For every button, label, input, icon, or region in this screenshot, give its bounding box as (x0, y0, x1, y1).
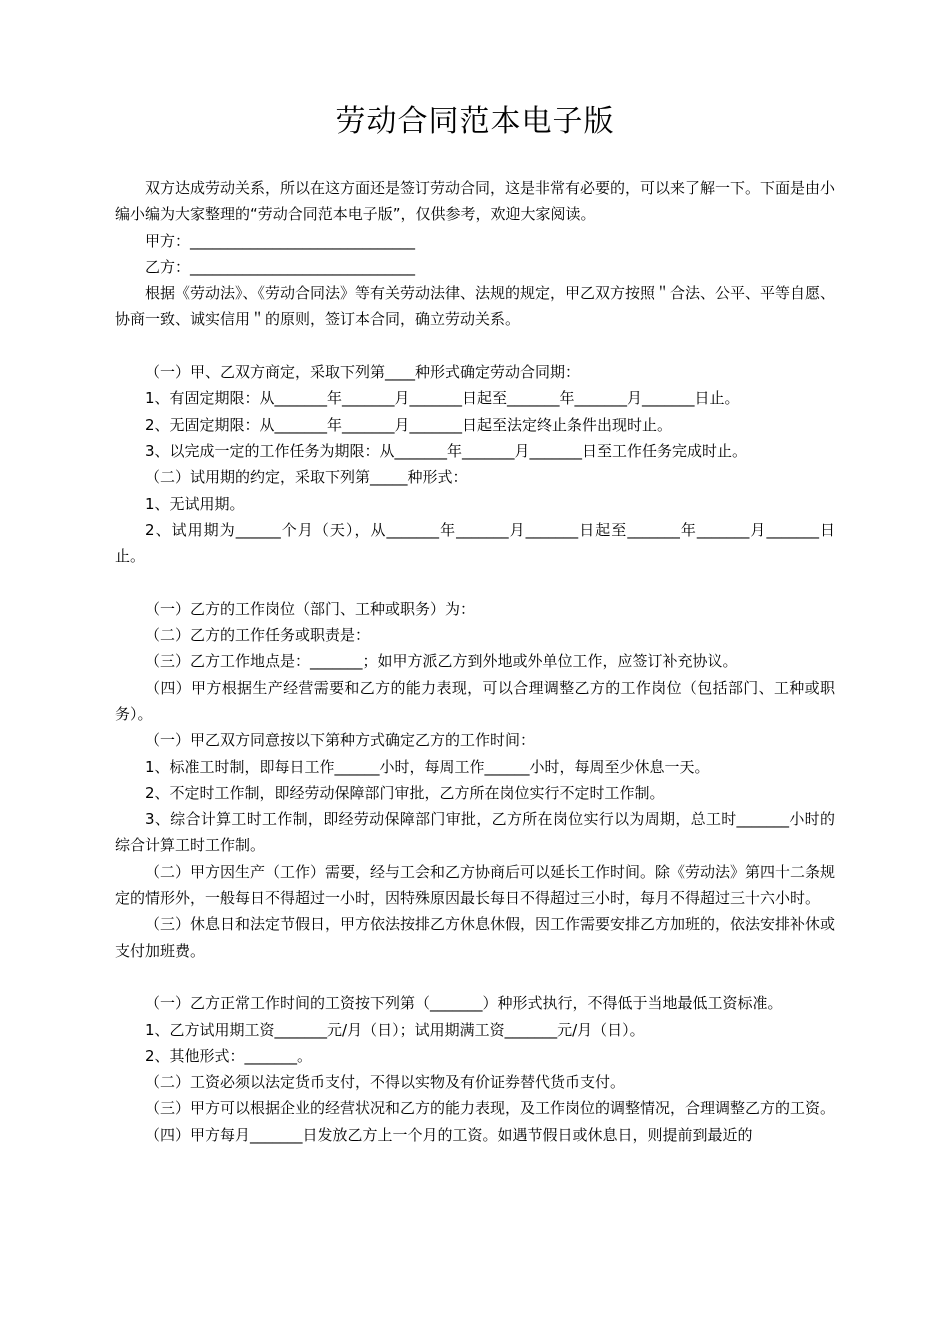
term-clause-1: （一）甲、乙双方商定，采取下列第____种形式确定劳动合同期： (145, 363, 581, 382)
wage-clause-4: （四）甲方每月_______日发放乙方上一个月的工资。如遇节假日或休息日，则提前到最近的 (145, 1125, 753, 1144)
party-b-line: 乙方：______________________________ (145, 257, 416, 276)
term-clause-2: （二）试用期的约定，采取下列第_____种形式： (145, 468, 468, 487)
document-title: 劳动合同范本电子版 (335, 104, 615, 139)
term-clause-2-item-1: 1、无试用期。 (145, 494, 245, 513)
hours-clause-1: （一）甲乙双方同意按以下第种方式确定乙方的工作时间： (145, 731, 536, 750)
term-clause-1-item-1: 1、有固定期限：从_______年_______月_______日起至_______年_______月_______日止。 (145, 389, 740, 408)
blank-line (115, 333, 835, 359)
wage-clause-1-item-1: 1、乙方试用期工资_______元/月（日）；试用期满工资_______元/月（日）。 (145, 1020, 645, 1039)
term-clause-2-item-2: 2、试用期为______个月（天），从_______年_______月_______日起至_______年_______月_______日止。 (115, 520, 835, 566)
wage-clause-1: （一）乙方正常工作时间的工资按下列第（_______）种形式执行，不得低于当地最低工资标准。 (145, 994, 783, 1013)
hours-clause-2: （二）甲方因生产（工作）需要，经与工会和乙方协商后可以延长工作时间。除《劳动法》第四十二条规定的情形外，一般每日不得超过一小时，因特殊原因最长每日不得超过三小时，每月不得超过三十六小时。 (115, 862, 836, 908)
legal-basis-paragraph: 根据《劳动法》、《劳动合同法》等有关劳动法律、法规的规定，甲乙双方按照＂合法、公平、平等自愿、协商一致、诚实信用＂的原则，签订本合同，确立劳动关系。 (115, 284, 836, 329)
document-body (115, 175, 835, 1148)
blank-line (115, 964, 835, 990)
hours-clause-1-item-1: 1、标准工时制，即每日工作______小时，每周工作______小时，每周至少休息一天。 (145, 757, 710, 776)
wage-clause-1-item-2: 2、其他形式：_______。 (145, 1046, 313, 1065)
term-clause-1-item-2: 2、无固定期限：从_______年_______月_______日起至法定终止条件出现时止。 (145, 415, 673, 434)
party-a-line: 甲方：______________________________ (145, 231, 416, 250)
term-clause-1-item-3: 3、以完成一定的工作任务为期限：从_______年_______月_______日至工作任务完成时止。 (145, 441, 748, 460)
blank-line (115, 569, 835, 595)
wage-clause-3: （三）甲方可以根据企业的经营状况和乙方的能力表现，及工作岗位的调整情况，合理调整乙方的工资。 (145, 1099, 836, 1118)
wage-clause-2: （二）工资必须以法定货币支付，不得以实物及有价证券替代货币支付。 (145, 1073, 626, 1092)
hours-clause-1-item-2: 2、不定时工作制，即经劳动保障部门审批，乙方所在岗位实行不定时工作制。 (145, 783, 665, 802)
job-clause-4: （四）甲方根据生产经营需要和乙方的能力表现，可以合理调整乙方的工作岗位（包括部门、工种或职务）。 (115, 678, 835, 723)
job-clause-3: （三）乙方工作地点是：_______；如甲方派乙方到外地或外单位工作，应签订补充协议。 (145, 652, 738, 671)
job-clause-1: （一）乙方的工作岗位（部门、工种或职务）为： (145, 599, 476, 618)
job-clause-2: （二）乙方的工作任务或职责是： (145, 626, 371, 645)
hours-clause-3: （三）休息日和法定节假日，甲方依法按排乙方休息休假，因工作需要安排乙方加班的，依法安排补休或支付加班费。 (115, 915, 836, 960)
intro-paragraph: 双方达成劳动关系，所以在这方面还是签订劳动合同，这是非常有必要的，可以来了解一下。下面是由小编小编为大家整理的“劳动合同范本电子版”，仅供参考，欢迎大家阅读。 (115, 179, 836, 224)
hours-clause-1-item-3: 3、综合计算工时工作制，即经劳动保障部门审批，乙方所在岗位实行以为周期，总工时_______小时的综合计算工时工作制。 (115, 810, 835, 855)
